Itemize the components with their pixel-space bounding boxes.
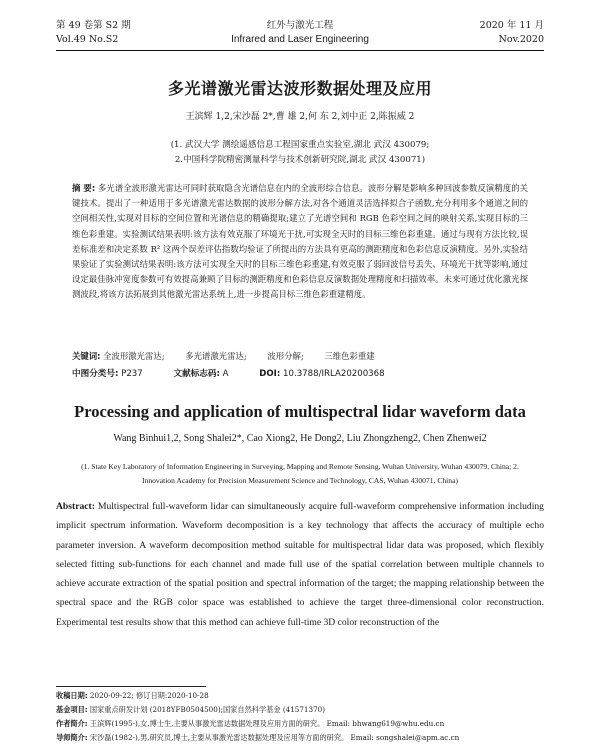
affiliations-en: (1. State Key Laboratory of Information Engineering in Surveying, Mapping and Remote Sensing, Wuhan University, Wuhan 430079, China; 2. Innovation Academy for Precision Measurement Science and Technology, CAS, Wuhan 430071, China)	[81, 462, 519, 485]
title-cn: 多光谱激光雷达波形数据处理及应用	[167, 79, 432, 98]
volume-en: Vol.49 No.S2	[56, 34, 119, 45]
journal-name-cn: 红外与激光工程	[266, 20, 334, 31]
footnote-text: 宋沙磊(1982-),男,研究员,博士,主要从事激光雷达数据处理及应用等方面的研究。 Email: songshalei@apm.ac.cn	[89, 733, 460, 742]
affiliation-cn-2: 2.中国科学院精密测量科学与技术创新研究院,湖北 武汉 430071)	[174, 155, 426, 165]
authors-en: Wang Binhui1,2, Song Shalei2*, Cao Xiong2, He Dong2, Liu Zhongzheng2, Chen Zhenwei2	[113, 433, 487, 444]
keyword: 多光谱激光雷达;	[185, 351, 247, 361]
footnote-text: 2020-09-22; 修订日期:2020-10-28	[89, 691, 209, 700]
doi-label: DOI:	[259, 369, 281, 379]
running-header-cn	[56, 17, 544, 31]
footnote-label: 导师简介:	[56, 733, 88, 742]
title-en: Processing and application of multispectral lidar waveform data	[74, 402, 526, 421]
footnote-label: 收稿日期:	[56, 691, 88, 700]
running-header-en	[56, 34, 544, 48]
abstract-cn-label: 摘 要:	[72, 183, 96, 193]
keyword: 波形分解;	[267, 351, 304, 361]
footnote-supervisor	[56, 733, 544, 743]
abstract-en-text: Multispectral full-waveform lidar can simultaneously acquire full-waveform comprehensive information including implicit spectrum information. Waveform decomposition is a key technology that affects the accuracy of multiple echo parameter inversion. A waveform decomposition method suitable for multispectral lidar data was proposed, which flexibly selected fitting sub-functions for each channel and made full use of the spatial correlation between multiple channels to achieve accurate extraction of the spatial position and spectral information of the target; the mapping relationship between the spectral space and the RGB color space was established to achieve the target three-dimensional color reconstruction. Experimental test results show that this method can achieve full-time 3D color reconstruction of the	[56, 501, 544, 628]
clc-value: P237	[121, 369, 143, 379]
footnote-author	[56, 719, 544, 729]
abstract-cn-text: 多光谱全波形激光雷达可同时获取隐含光谱信息在内的全波形综合信息。波形分解是影响多种回波参数反演精度的关键技术。提出了一种适用于多光谱激光雷达数据的波形分解方法,对各个通道灵活选择拟合子函数,充分利用多个通道之间的空间相关性,实现对目标的空间位置和光谱信息的精确提取;建立了光谱空间和 RGB 色彩空间之间的映射关系,实现目标的三维色彩重建。实验测试结果表明:该方法有效克服了环境光干扰,可实现全天时的目标三维色彩重建。通过与现有方法比较,误差标准差和决定系数 R² 这两个误差评估指数均验证了所提出的方法具有更高的测距精度和色彩信息反演精度。另外,实验结果验证了实验测试结果表明:该方法可实现全天时的目标三维色彩重建,有效克服了弱回波信号丢失、环境光干扰等影响,通过设定最佳脉冲宽度参数可有效提高兼顾了目标的测距精度和色彩信息反演数据处理精度和扫描效率。未来可通过优化激光探测波段,将该方法拓展到其他激光雷达系统上,进一步提高目标三维色彩重建精度。	[72, 183, 529, 300]
affiliation-cn-1: (1. 武汉大学 测绘遥感信息工程国家重点实验室,湖北 武汉 430079;	[170, 140, 430, 150]
footnote-received	[56, 691, 544, 701]
header-rule	[56, 50, 544, 51]
keywords-cn-label: 关键词:	[72, 351, 101, 361]
footnote-rule	[56, 686, 206, 687]
keyword: 全波形激光雷达;	[103, 351, 165, 361]
footnote-text: 国家重点研发计划 (2018YFB0504500);国家自然科学基金 (41571370)	[89, 705, 326, 714]
keyword: 三维色彩重建	[324, 351, 375, 361]
abstract-en-label: Abstract:	[56, 501, 95, 512]
clc-label: 中图分类号:	[72, 369, 119, 379]
footnote-label: 作者简介:	[56, 719, 88, 728]
authors-cn: 王滨辉 1,2,宋沙磊 2*,曹 雄 2,何 东 2,刘中正 2,陈振威 2	[185, 112, 415, 122]
doc-code-label: 文献标志码:	[173, 369, 220, 379]
abstract-cn	[72, 181, 528, 303]
date-cn: 2020 年 11 月	[479, 20, 544, 31]
date-en: Nov.2020	[498, 34, 544, 45]
doi-value: 10.3788/IRLA20200368	[283, 369, 385, 379]
volume-cn: 第 49 卷第 S2 期	[56, 20, 131, 31]
footnote-text: 王滨辉(1995-),女,博士生,主要从事激光雷达数据处理及应用方面的研究。 Email: bhwang619@whu.edu.cn	[89, 719, 445, 728]
footnote-funding	[56, 705, 544, 715]
abstract-en	[56, 497, 544, 632]
doc-code-value: A	[222, 369, 229, 379]
journal-name-en: Infrared and Laser Engineering	[231, 34, 369, 45]
keywords-cn	[72, 350, 528, 362]
footnote-label: 基金项目:	[56, 705, 88, 714]
classification-line	[72, 367, 528, 379]
